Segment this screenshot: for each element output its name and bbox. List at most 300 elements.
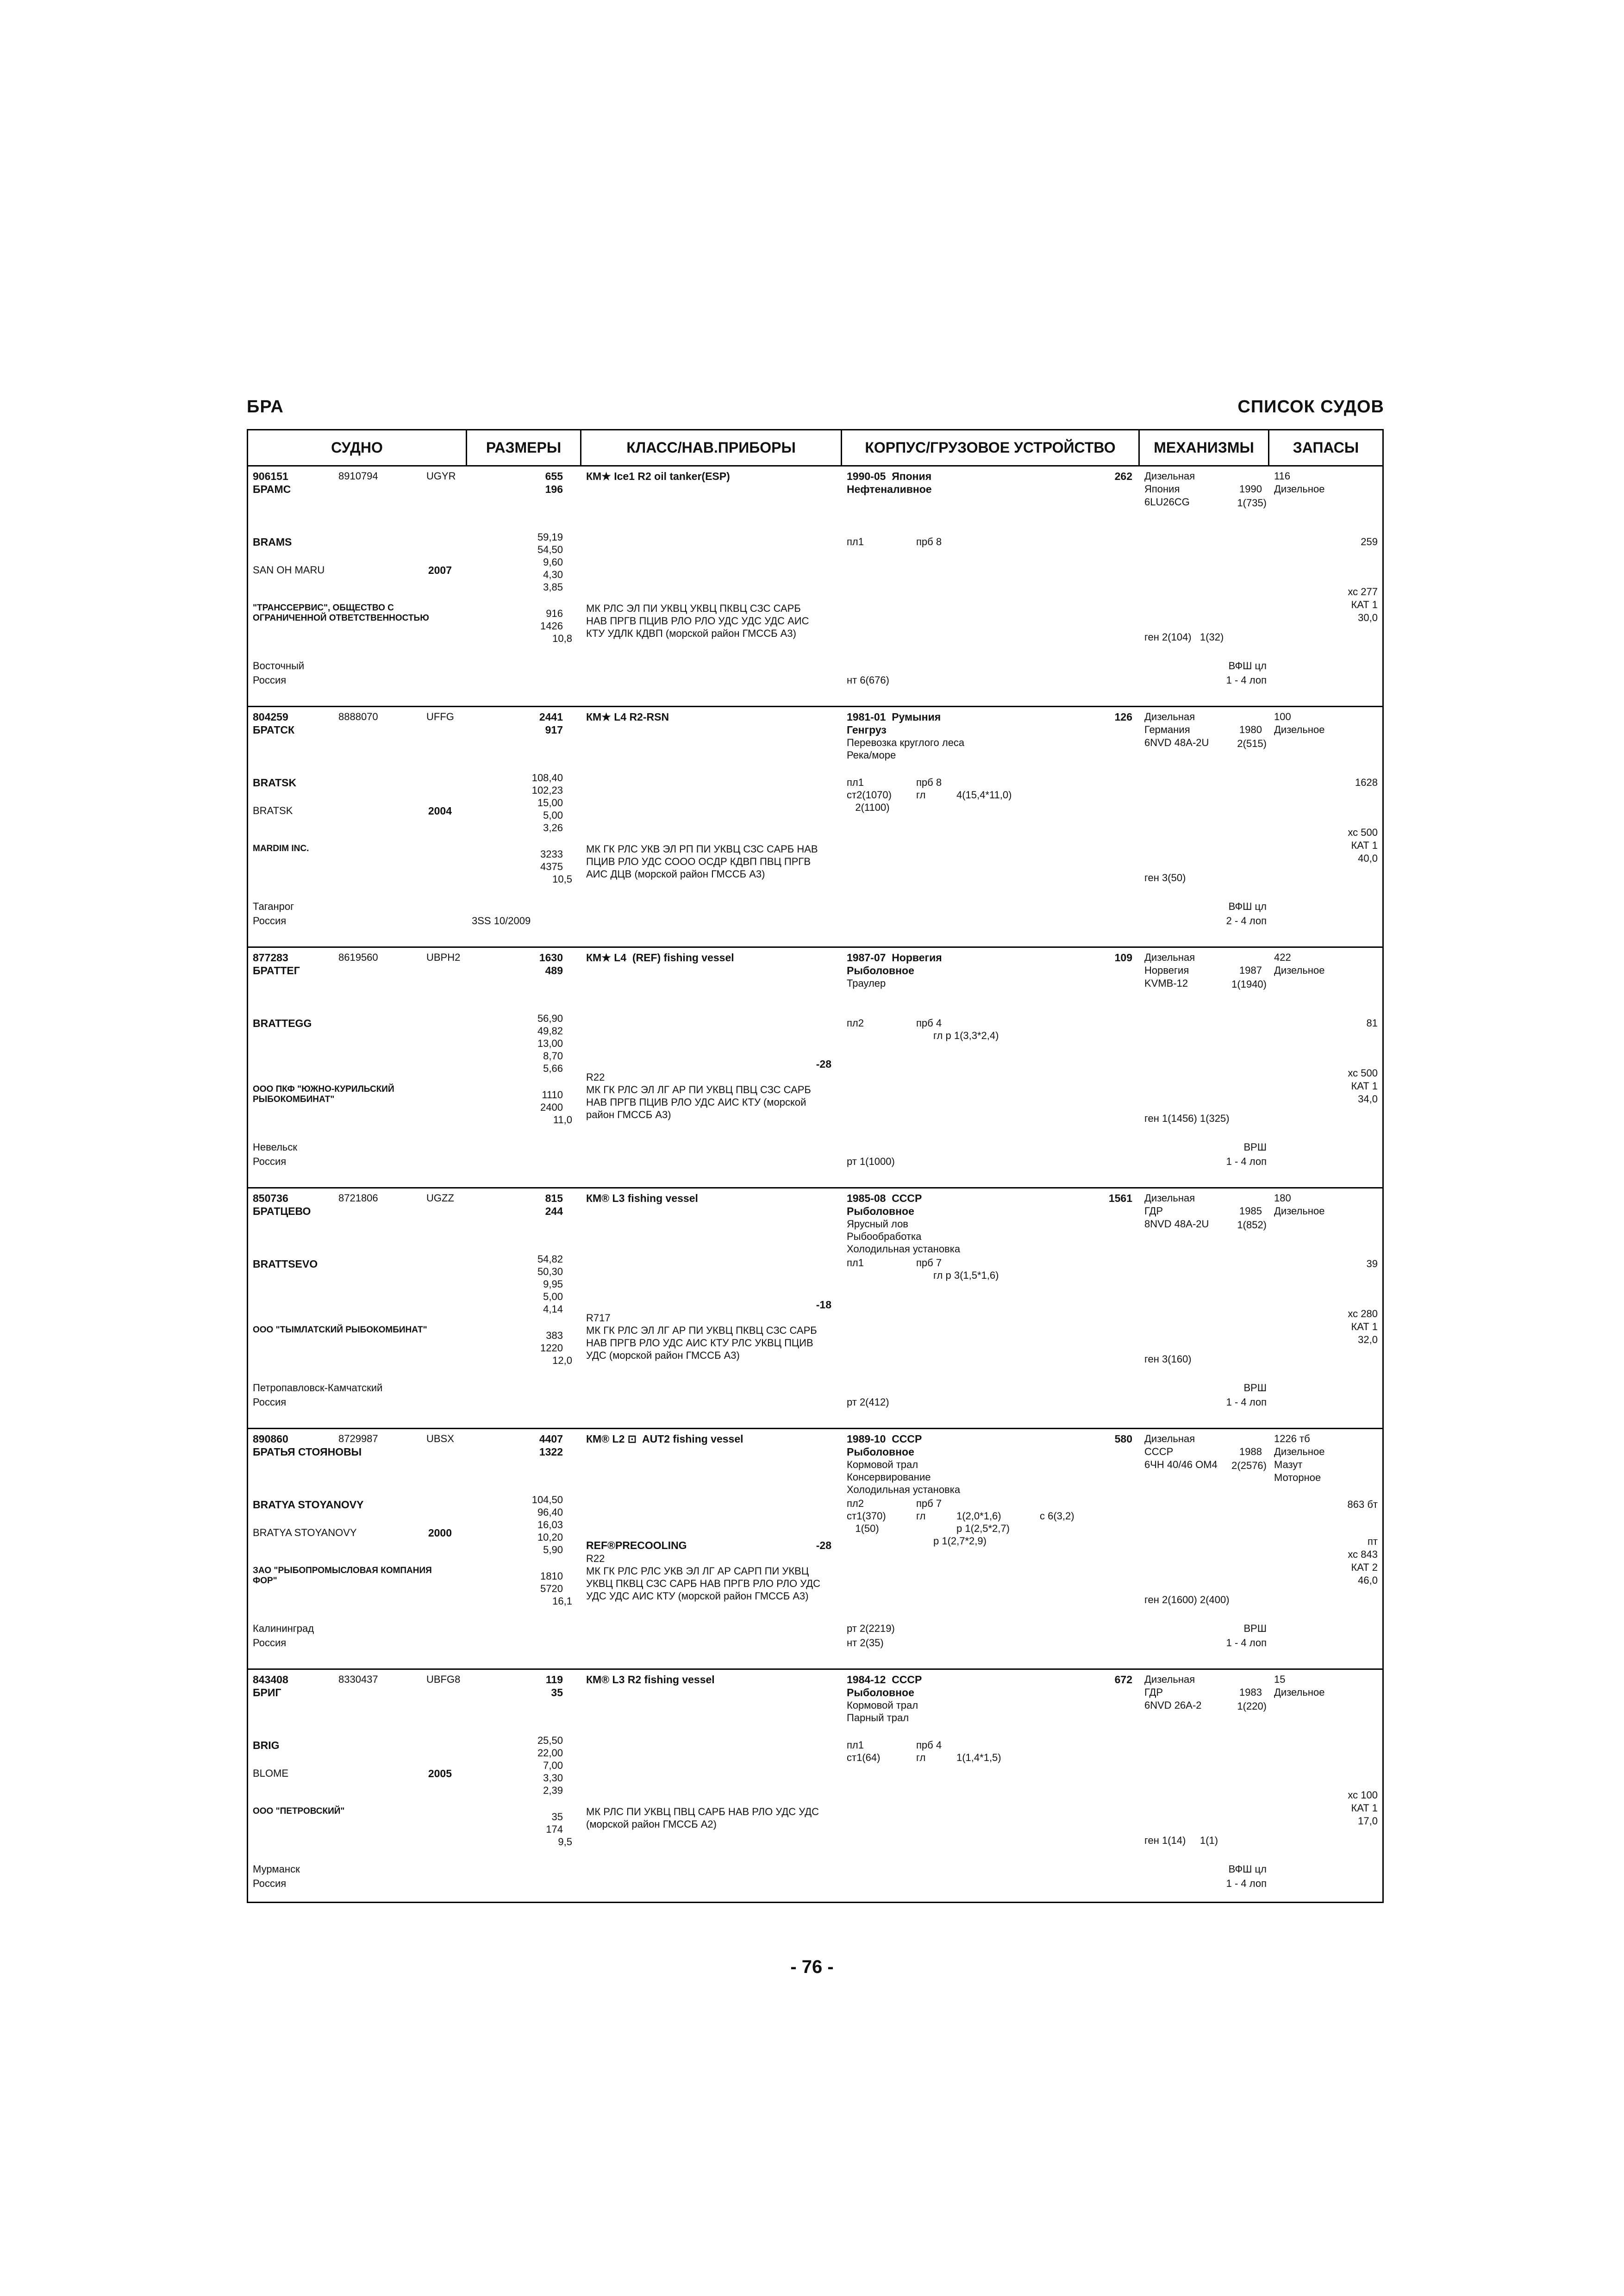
dimension-value: 56,90 [537, 1013, 563, 1024]
dimension-value: 7,00 [543, 1760, 563, 1771]
registry-number: 877283 [253, 952, 288, 964]
vessel-name: БРАТСК [253, 724, 295, 736]
engine-country: ГДР [1144, 1686, 1163, 1698]
engine-type: Дизельная [1144, 711, 1195, 722]
former-name: SAN OH MARU [253, 564, 325, 576]
imo-number: 8729987 [338, 1433, 378, 1444]
flag-country: Россия [253, 674, 287, 686]
cargo-gear: прб 7 [916, 1498, 942, 1509]
gross-tonnage: 119 [545, 1674, 563, 1686]
fuel-capacity: 39 [1366, 1258, 1378, 1269]
owner-name: ООО "ПЕТРОВСКИЙ" [253, 1806, 345, 1816]
former-name: BRATYA STOYANOVY [253, 1527, 357, 1538]
former-name-year: 2004 [428, 805, 452, 817]
engine-power: 1(852) [1237, 1219, 1267, 1231]
fuel-capacity: 81 [1366, 1017, 1378, 1029]
flag-country: Россия [253, 1637, 287, 1649]
engine-power: 2(2576) [1231, 1460, 1267, 1471]
dimension-value: 54,50 [537, 544, 563, 555]
fuel-capacity: 1628 [1355, 777, 1378, 788]
capacity-value: 12,0 [552, 1355, 572, 1366]
registry-number: 843408 [253, 1674, 288, 1686]
cruising-range: хс 500 [1348, 827, 1378, 838]
navigation-equipment: НАВ ПРГВ ПЦИВ РЛО РЛО УДС УДС УДС АИС [586, 615, 809, 627]
navigation-equipment: УДС (морской район ГМССБ А3) [586, 1350, 740, 1361]
dimension-value: 96,40 [537, 1506, 563, 1518]
draft-mark: -18 [816, 1299, 831, 1311]
cruising-range: хс 843 [1348, 1549, 1378, 1560]
fuel-capacity: 863 бт [1347, 1499, 1378, 1510]
dimension-value: 9,95 [543, 1278, 563, 1290]
cargo-gear: гл [916, 1510, 926, 1522]
capacity-value: 1810 [540, 1570, 563, 1582]
propeller-type: ВРШ [1243, 1382, 1267, 1394]
hatch-dimensions: 4(15,4*11,0) [956, 789, 1012, 801]
yard-number: 109 [1114, 952, 1132, 964]
fuel-supply: Дизельное [1274, 964, 1325, 976]
fuel-supply: Дизельное [1274, 724, 1325, 735]
fuel-supply: Дизельное [1274, 1205, 1325, 1217]
draft-mark: -28 [816, 1058, 831, 1070]
navigation-equipment: НАВ ПРГВ РЛО УДС АИС КТУ РЛС УКВЦ ПЦИВ [586, 1337, 813, 1349]
generators: ген 2(104) 1(32) [1144, 631, 1224, 643]
column-header-row [248, 430, 1382, 467]
engine-power: 2(515) [1237, 738, 1267, 749]
engine-type: Дизельная [1144, 952, 1195, 963]
cruising-range: хс 100 [1348, 1789, 1378, 1801]
cargo-gear: гл [916, 789, 926, 801]
home-port: Калининград [253, 1623, 314, 1634]
vessel-record [248, 707, 1382, 948]
class-notation: КМ® L3 fishing vessel [586, 1192, 698, 1204]
propeller-type: ВРШ [1243, 1141, 1267, 1153]
endurance: 32,0 [1358, 1334, 1378, 1345]
navigation-equipment: район ГМССБ А3) [586, 1109, 671, 1120]
vessel-record [248, 1188, 1382, 1429]
vessel-purpose: Кормовой трал [847, 1699, 918, 1711]
home-port: Невельск [253, 1141, 297, 1153]
generators: ген 3(160) [1144, 1353, 1192, 1365]
fuel-supply: Мазут [1274, 1459, 1303, 1470]
ice-category: КАТ 1 [1351, 1802, 1378, 1814]
vessel-name-latin: BRATTEGG [253, 1017, 312, 1029]
former-name: BLOME [253, 1767, 289, 1779]
engine-year: 1988 [1239, 1446, 1262, 1457]
tank-capacity: нт 6(676) [847, 674, 889, 686]
imo-number: 8721806 [338, 1192, 378, 1204]
hatch-dimensions: р 1(2,5*2,7) [956, 1523, 1010, 1534]
dimension-value: 13,00 [537, 1038, 563, 1049]
vessel-purpose: Траулер [847, 977, 886, 989]
engine-year: 1983 [1239, 1686, 1262, 1698]
survey-record: 3SS 10/2009 [472, 915, 531, 927]
yard-number: 672 [1114, 1674, 1132, 1686]
capacity-value: 10,8 [552, 633, 572, 644]
section-heading: БРА [247, 397, 284, 417]
build-date-country: 1984-12 СССР [847, 1674, 922, 1686]
vessel-name: БРИГ [253, 1686, 281, 1699]
vessel-purpose: Рыбообработка [847, 1231, 922, 1242]
hatch-dimensions: р 1(2,7*2,9) [933, 1535, 987, 1547]
engine-year: 1985 [1239, 1205, 1262, 1217]
cruising-range: хс 277 [1348, 586, 1378, 597]
fuel-supply: 180 [1274, 1192, 1291, 1204]
fuel-supply: 100 [1274, 711, 1291, 722]
dimension-value: 22,00 [537, 1747, 563, 1759]
class-notation: КМ★ Ice1 R2 oil tanker(ESP) [586, 470, 730, 482]
deck-info: пл1 [847, 1739, 864, 1751]
generators: ген 1(14) 1(1) [1144, 1835, 1218, 1846]
dimension-value: 25,50 [537, 1735, 563, 1746]
flag-country: Россия [253, 1396, 287, 1408]
class-region: R22 [586, 1553, 605, 1564]
dimension-value: 2,39 [543, 1785, 563, 1796]
imo-number: 8910794 [338, 470, 378, 482]
navigation-equipment: УДС УДС АИС КТУ (морской район ГМССБ А3) [586, 1590, 809, 1602]
endurance: 46,0 [1358, 1574, 1378, 1586]
class-notation: КМ★ L4 (REF) fishing vessel [586, 952, 734, 964]
engine-year: 1987 [1239, 964, 1262, 976]
engine-model: 8NVD 48A-2U [1144, 1218, 1209, 1230]
cruising-range: хс 280 [1348, 1308, 1378, 1319]
engine-type: Дизельная [1144, 1674, 1195, 1685]
tank-capacity: нт 2(35) [847, 1637, 884, 1649]
dimension-value: 59,19 [537, 531, 563, 543]
engine-country: Германия [1144, 724, 1190, 735]
dimension-value: 5,00 [543, 1291, 563, 1302]
dimension-value: 9,60 [543, 556, 563, 568]
dimension-value: 5,66 [543, 1063, 563, 1074]
engine-power: 1(220) [1237, 1700, 1267, 1712]
vessel-purpose: Консервирование [847, 1471, 931, 1483]
deck-info: ст2(1070) [847, 789, 892, 801]
fuel-supply: 116 [1274, 470, 1291, 482]
engine-model: 6NVD 48A-2U [1144, 737, 1209, 748]
dimension-value: 5,90 [543, 1544, 563, 1556]
registry-number: 804259 [253, 711, 288, 723]
capacity-value: 4375 [540, 861, 563, 872]
build-date-country: 1987-07 Норвегия [847, 952, 942, 964]
navigation-equipment: МК ГК РЛС ЭЛ ЛГ АР ПИ УКВЦ ПВЦ СЗС САРБ [586, 1084, 811, 1095]
dimension-value: 10,20 [537, 1531, 563, 1543]
flag-country: Россия [253, 915, 287, 927]
build-date-country: 1985-08 СССР [847, 1192, 922, 1204]
navigation-equipment: АИС ДЦВ (морской район ГМССБ А3) [586, 868, 765, 880]
class-notation: КМ® L3 R2 fishing vessel [586, 1674, 715, 1686]
gross-tonnage: 655 [545, 470, 563, 482]
fuel-supply: Дизельное [1274, 1446, 1325, 1457]
hold-info: с 6(3,2) [1040, 1510, 1074, 1522]
gross-tonnage: 1630 [539, 952, 563, 964]
capacity-value: 16,1 [552, 1595, 572, 1607]
vessel-purpose: Холодильная установка [847, 1243, 961, 1255]
dimension-value: 16,03 [537, 1519, 563, 1531]
dimension-value: 5,00 [543, 809, 563, 821]
vessel-type: Нефтеналивное [847, 483, 932, 495]
capacity-value: 174 [546, 1823, 563, 1835]
column-header-hull: КОРПУС/ГРУЗОВОЕ УСТРОЙСТВО [865, 439, 1116, 456]
navigation-equipment: (морской район ГМССБ А2) [586, 1818, 717, 1830]
cargo-gear: прб 8 [916, 777, 942, 788]
engine-type: Дизельная [1144, 1433, 1195, 1444]
class-region: R717 [586, 1312, 611, 1324]
capacity-value: 10,5 [552, 873, 572, 885]
call-sign: UFFG [426, 711, 454, 722]
build-date-country: 1990-05 Япония [847, 470, 932, 482]
ice-category: КАТ 1 [1351, 1080, 1378, 1092]
capacity-value: 916 [546, 608, 563, 619]
hatch-dimensions: 1(1,4*1,5) [956, 1752, 1001, 1763]
build-date-country: 1989-10 СССР [847, 1433, 922, 1445]
cargo-gear: гл [916, 1752, 926, 1763]
owner-name: ЗАО "РЫБОПРОМЫСЛОВАЯ КОМПАНИЯ [253, 1566, 432, 1575]
column-header-machinery: МЕХАНИЗМЫ [1154, 439, 1254, 456]
propeller-blades: 1 - 4 лоп [1226, 1396, 1267, 1408]
flag-country: Россия [253, 1878, 287, 1889]
owner-name: ООО "ТЫМЛАТСКИЙ РЫБОКОМБИНАТ" [253, 1325, 427, 1335]
ship-register-table [247, 429, 1384, 1903]
vessel-name: БРАТТЕГ [253, 964, 300, 977]
deck-info: пл1 [847, 536, 864, 548]
deck-info: пл1 [847, 1257, 864, 1269]
engine-country: Норвегия [1144, 964, 1189, 976]
gross-tonnage: 815 [545, 1192, 563, 1204]
engine-model: 6ЧН 40/46 ОМ4 [1144, 1459, 1218, 1470]
registry-number: 906151 [253, 470, 288, 482]
imo-number: 8619560 [338, 952, 378, 963]
vessel-name-latin: BRATSK [253, 777, 297, 789]
engine-model: 6LU26CG [1144, 496, 1190, 508]
deck-info: пл1 [847, 777, 864, 788]
engine-year: 1980 [1239, 724, 1262, 735]
cargo-gear: прб 8 [916, 536, 942, 548]
fuel-supply: Моторное [1274, 1472, 1321, 1483]
tank-capacity: рт 2(412) [847, 1396, 889, 1408]
engine-country: СССР [1144, 1446, 1174, 1457]
navigation-equipment: МК ГК РЛС РЛС УКВ ЭЛ ЛГ АР САРП ПИ УКВЦ [586, 1565, 809, 1577]
registry-number: 890860 [253, 1433, 288, 1445]
fuel-supply: 1226 тб [1274, 1433, 1310, 1444]
page-number: - 76 - [790, 1957, 834, 1977]
draft-mark: -28 [816, 1539, 831, 1551]
former-name: BRATSK [253, 805, 293, 816]
column-header-vessel: СУДНО [331, 439, 383, 456]
tank-capacity: рт 1(1000) [847, 1156, 895, 1167]
fuel-extra: пт [1368, 1536, 1378, 1547]
dimension-value: 54,82 [537, 1253, 563, 1265]
vessel-name: БРАМС [253, 483, 291, 495]
yard-number: 580 [1114, 1433, 1132, 1445]
dimension-value: 104,50 [531, 1494, 563, 1506]
owner-name: ООО ПКФ "ЮЖНО-КУРИЛЬСКИЙ [253, 1084, 394, 1094]
navigation-equipment: НАВ ПРГВ ПЦИВ РЛО УДС АИС КТУ (морской [586, 1096, 806, 1108]
dimension-value: 8,70 [543, 1050, 563, 1062]
capacity-value: 2400 [540, 1101, 563, 1113]
vessel-type: Рыболовное [847, 964, 914, 977]
owner-name: ОГРАНИЧЕННОЙ ОТВЕТСТВЕННОСТЬЮ [253, 613, 429, 623]
home-port: Восточный [253, 660, 305, 672]
yard-number: 126 [1114, 711, 1132, 723]
propeller-type: ВРШ [1243, 1623, 1267, 1634]
column-header-class: КЛАСС/НАВ.ПРИБОРЫ [626, 439, 796, 456]
owner-name: "ТРАНССЕРВИС", ОБЩЕСТВО С [253, 603, 394, 613]
navigation-equipment: МК РЛС ПИ УКВЦ ПВЦ САРБ НАВ РЛО УДС УДС [586, 1806, 819, 1817]
call-sign: UGZZ [426, 1192, 454, 1204]
dimension-value: 4,14 [543, 1303, 563, 1315]
navigation-equipment: МК ГК РЛС УКВ ЭЛ РП ПИ УКВЦ СЗС САРБ НАВ [586, 843, 818, 855]
gross-tonnage: 4407 [539, 1433, 563, 1445]
dimension-value: 15,00 [537, 797, 563, 809]
net-tonnage: 917 [545, 724, 563, 736]
vessel-name-latin: BRAMS [253, 536, 292, 548]
class-notation-extra: REF®PRECOOLING [586, 1539, 687, 1551]
dimension-value: 3,26 [543, 822, 563, 834]
dimension-value: 102,23 [531, 784, 563, 796]
generators: ген 3(50) [1144, 872, 1186, 884]
class-region: R22 [586, 1071, 605, 1083]
flag-country: Россия [253, 1156, 287, 1167]
call-sign: UBSX [426, 1433, 454, 1444]
vessel-type: Генгруз [847, 724, 887, 736]
generators: ген 1(1456) 1(325) [1144, 1113, 1230, 1124]
capacity-value: 11,0 [553, 1114, 572, 1126]
dimension-value: 50,30 [537, 1266, 563, 1277]
navigation-equipment: МК РЛС ЭЛ ПИ УКВЦ УКВЦ ПКВЦ СЗС САРБ [586, 603, 801, 614]
net-tonnage: 196 [545, 483, 563, 495]
capacity-value: 5720 [540, 1583, 563, 1594]
propeller-blades: 2 - 4 лоп [1226, 915, 1267, 927]
former-name-year: 2000 [428, 1527, 452, 1539]
fuel-supply: 15 [1274, 1674, 1286, 1685]
endurance: 40,0 [1358, 852, 1378, 864]
dimension-value: 4,30 [543, 569, 563, 580]
navigation-equipment: МК ГК РЛС ЭЛ ЛГ АР ПИ УКВЦ ПКВЦ СЗС САРБ [586, 1325, 817, 1336]
navigation-equipment: УКВЦ ПКВЦ СЗС САРБ НАВ ПРГВ РЛО РЛО УДС [586, 1578, 821, 1589]
engine-country: Япония [1144, 483, 1180, 495]
propeller-blades: 1 - 4 лоп [1226, 1637, 1267, 1649]
vessel-purpose: Река/море [847, 749, 896, 761]
build-date-country: 1981-01 Румыния [847, 711, 941, 723]
home-port: Таганрог [253, 901, 294, 912]
fuel-supply: 422 [1274, 952, 1291, 963]
engine-type: Дизельная [1144, 470, 1195, 482]
capacity-value: 3233 [540, 848, 563, 860]
tank-capacity: рт 2(2219) [847, 1623, 895, 1634]
vessel-purpose: Парный трал [847, 1712, 909, 1724]
engine-country: ГДР [1144, 1205, 1163, 1217]
hatch-dimensions: гл р 3(1,5*1,6) [933, 1269, 999, 1281]
ice-category: КАТ 1 [1351, 840, 1378, 851]
cargo-gear: прб 4 [916, 1739, 942, 1751]
dimension-value: 3,85 [543, 581, 563, 593]
endurance: 30,0 [1358, 612, 1378, 623]
vessel-purpose: Перевозка круглого леса [847, 737, 965, 748]
yard-number: 262 [1114, 470, 1132, 482]
capacity-value: 383 [546, 1330, 563, 1341]
deck-info: пл2 [847, 1017, 864, 1029]
navigation-equipment: ПЦИВ РЛО УДС СООО ОСДР КДВП ПВЦ ПРГВ [586, 856, 811, 867]
engine-power: 1(1940) [1231, 978, 1267, 990]
cruising-range: хс 500 [1348, 1067, 1378, 1079]
vessel-name-latin: BRATTSEVO [253, 1258, 318, 1270]
hatch-dimensions: 1(2,0*1,6) [956, 1510, 1001, 1522]
imo-number: 8888070 [338, 711, 378, 722]
dimension-value: 108,40 [531, 772, 563, 784]
registry-number: 850736 [253, 1192, 288, 1204]
former-name-year: 2007 [428, 564, 452, 576]
ice-category: КАТ 1 [1351, 1321, 1378, 1332]
vessel-type: Рыболовное [847, 1446, 914, 1458]
former-name-year: 2005 [428, 1767, 452, 1780]
ice-category: КАТ 1 [1351, 599, 1378, 610]
propeller-blades: 1 - 4 лоп [1226, 1878, 1267, 1889]
vessel-record [248, 1429, 1382, 1670]
vessel-type: Рыболовное [847, 1205, 914, 1217]
capacity-value: 9,5 [558, 1836, 572, 1848]
yard-number: 1561 [1108, 1192, 1132, 1204]
imo-number: 8330437 [338, 1674, 378, 1685]
engine-model: KVMB-12 [1144, 977, 1188, 989]
class-notation: КМ★ L4 R2-RSN [586, 711, 669, 723]
home-port: Мурманск [253, 1863, 300, 1875]
net-tonnage: 489 [545, 964, 563, 977]
engine-type: Дизельная [1144, 1192, 1195, 1204]
net-tonnage: 1322 [539, 1446, 563, 1458]
owner-name: MARDIM INC. [253, 844, 309, 853]
vessel-name-latin: BRIG [253, 1739, 280, 1751]
deck-info: 1(50) [847, 1523, 879, 1534]
vessel-purpose: Холодильная установка [847, 1484, 961, 1495]
vessel-type: Рыболовное [847, 1686, 914, 1699]
column-header-supplies: ЗАПАСЫ [1293, 439, 1359, 456]
cargo-gear: прб 4 [916, 1017, 942, 1029]
capacity-value: 1426 [540, 620, 563, 632]
propeller-blades: 1 - 4 лоп [1226, 674, 1267, 686]
vessel-record [248, 467, 1382, 707]
hatch-dimensions: гл р 1(3,3*2,4) [933, 1030, 999, 1041]
capacity-value: 1220 [540, 1342, 563, 1354]
call-sign: UBFG8 [426, 1674, 461, 1685]
class-notation: КМ® L2 ⊡ AUT2 fishing vessel [586, 1433, 743, 1445]
vessel-name: БРАТЦЕВО [253, 1205, 311, 1217]
owner-name: ФОР" [253, 1576, 277, 1586]
gross-tonnage: 2441 [539, 711, 563, 723]
ice-category: КАТ 2 [1351, 1562, 1378, 1573]
fuel-capacity: 259 [1361, 536, 1378, 548]
engine-power: 1(735) [1237, 497, 1267, 509]
generators: ген 2(1600) 2(400) [1144, 1594, 1230, 1605]
navigation-equipment: КТУ УДЛК КДВП (морской район ГМССБ А3) [586, 628, 796, 639]
vessel-name-latin: BRATYA STOYANOVY [253, 1499, 364, 1511]
home-port: Петропавловск-Камчатский [253, 1382, 383, 1394]
propeller-type: ВФШ цл [1228, 901, 1267, 912]
owner-name: РЫБОКОМБИНАТ" [253, 1095, 335, 1104]
engine-model: 6NVD 26A-2 [1144, 1699, 1202, 1711]
propeller-type: ВФШ цл [1228, 1863, 1267, 1875]
cargo-gear: прб 7 [916, 1257, 942, 1269]
vessel-record [248, 1670, 1382, 1910]
dimension-value: 49,82 [537, 1025, 563, 1037]
endurance: 17,0 [1358, 1815, 1378, 1827]
net-tonnage: 244 [545, 1205, 563, 1217]
deck-info: ст1(64) [847, 1752, 881, 1763]
document-title: СПИСОК СУДОВ [1237, 397, 1384, 417]
deck-info: ст1(370) [847, 1510, 886, 1522]
capacity-value: 35 [551, 1811, 563, 1823]
fuel-supply: Дизельное [1274, 1686, 1325, 1698]
propeller-blades: 1 - 4 лоп [1226, 1156, 1267, 1167]
vessel-purpose: Кормовой трал [847, 1459, 918, 1470]
